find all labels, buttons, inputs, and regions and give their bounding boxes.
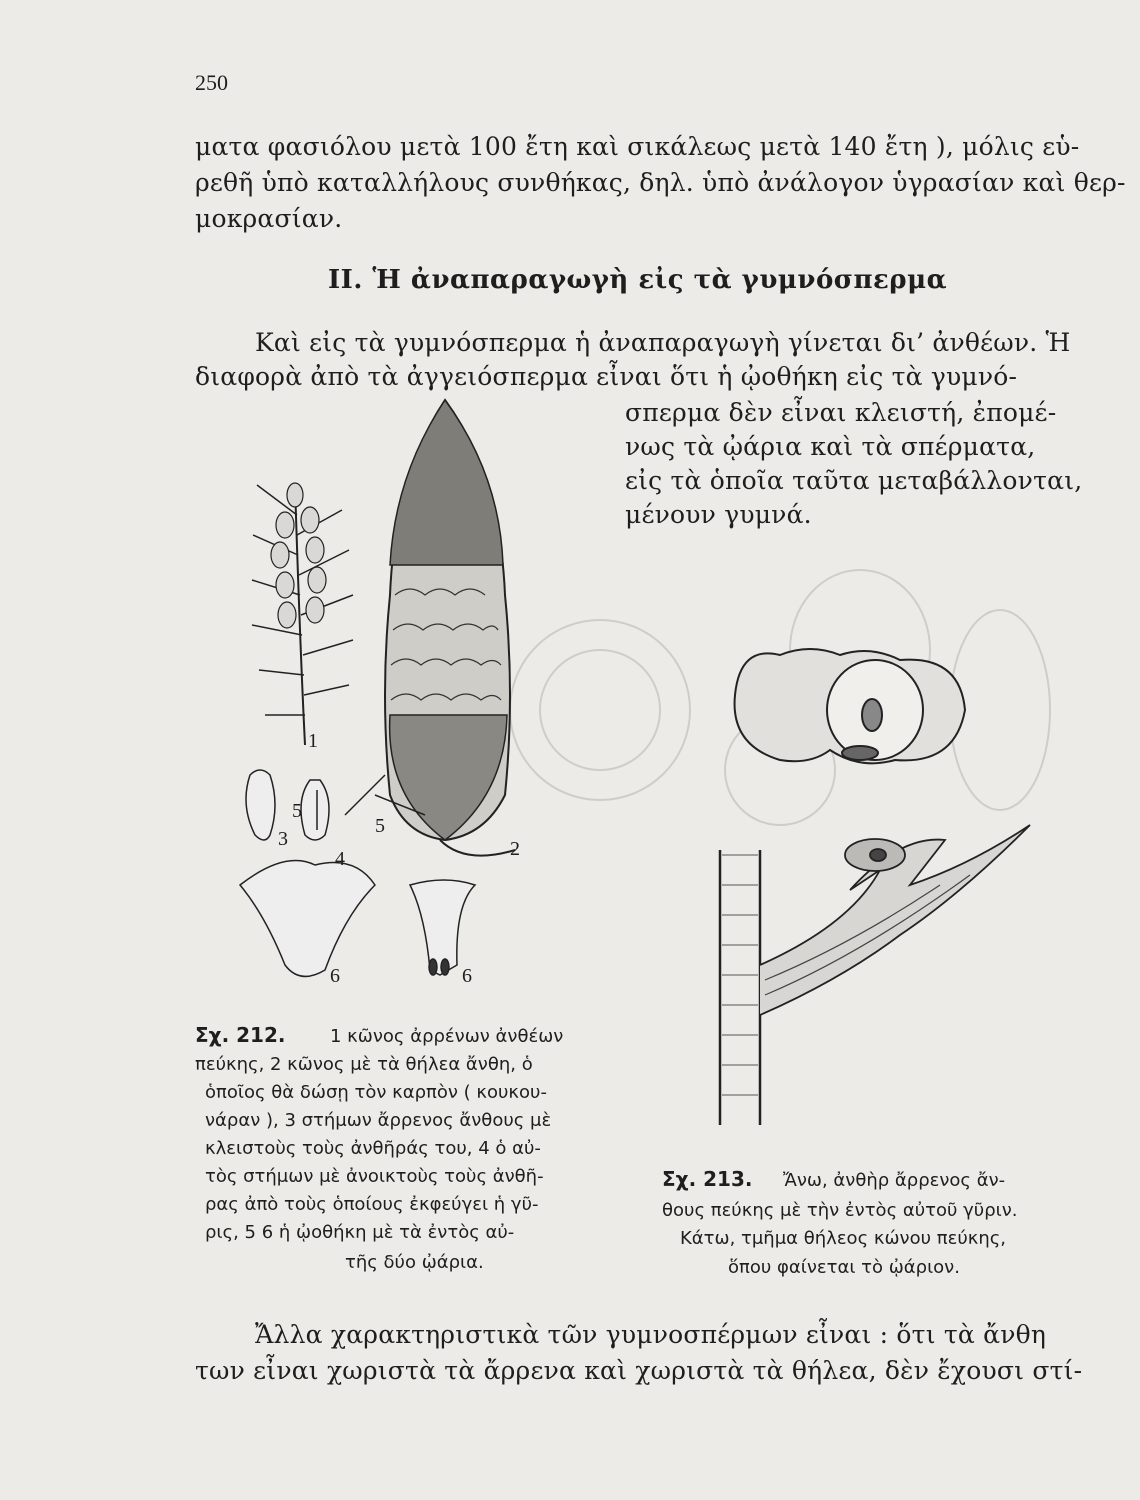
paragraph-line-5: εἰς τὰ ὁποῖα ταῦτα μεταβάλλονται, (625, 466, 1083, 495)
cone-section-drawing (720, 825, 1030, 1125)
figure-212-label-6b: 6 (462, 965, 472, 987)
figure-213-caption-line: Κάτω, τμῆμα θήλεος κώνου πεύκης, (680, 1228, 1007, 1249)
figure-212-caption-line: νάραν ), 3 στήμων ἄρρενος ἄνθους μὲ (205, 1110, 552, 1131)
figure-212-label-4: 4 (335, 848, 345, 870)
figure-212-caption-line: τῆς δύο ᾠάρια. (345, 1252, 484, 1273)
paragraph-line-2: διαφορὰ ἀπὸ τὰ ἀγγειόσπερμα εἶναι ὅτι ἡ ᾠοθήκη εἰς τὰ γυμνό- (195, 362, 1018, 391)
page-number: 250 (195, 70, 228, 95)
figure-212-caption-line: τὸς στήμων μὲ ἀνοικτοὺς τοὺς ἀνθῆ- (205, 1166, 544, 1187)
figure-212-label-3: 3 (278, 828, 288, 850)
paragraph-line-1: Καὶ εἰς τὰ γυμνόσπερμα ἡ ἀναπαραγωγὴ γίνεται δι’ ἀνθέων. Ἡ (255, 328, 1071, 357)
figure-213-caption-line: θους πεύκης μὲ τὴν ἐντὸς αὐτοῦ γῦριν. (662, 1200, 1018, 1221)
figure-212-label-5b: 5 (375, 815, 385, 837)
female-pine-cone (345, 400, 515, 856)
paragraph-line-6: μένουν γυμνά. (625, 500, 812, 529)
figure-212-caption-number: Σχ. 212. (195, 1023, 286, 1047)
figure-213-caption-line: ὅπου φαίνεται τὸ ᾠάριον. (728, 1257, 960, 1278)
figure-212-illustration (225, 395, 625, 995)
pollen-grain-drawing (735, 649, 965, 763)
male-pine-shoot (252, 483, 353, 745)
figure-212-caption-line: ρας ἀπὸ τοὺς ὁποίους ἐκφεύγει ἡ γῦ- (205, 1194, 539, 1215)
closing-line-2: των εἶναι χωριστὰ τὰ ἄρρενα καὶ χωριστὰ τὰ θήλεα, δὲν ἔχουσι στί- (195, 1356, 1083, 1385)
intro-line-2: ρεθῆ ὑπὸ καταλλήλους συνθήκας, δηλ. ὑπὸ ἀνάλογον ὑγρασίαν καὶ θερ- (195, 168, 1126, 197)
figure-212-caption-line: πεύκης, 2 κῶνος μὲ τὰ θήλεα ἄνθη, ὁ (195, 1054, 533, 1075)
intro-line-1: ματα φασιόλου μετὰ 100 ἔτη καὶ σικάλεως μετὰ 140 ἔτη ), μόλις εὑ- (195, 132, 1080, 161)
figure-213-caption-number: Σχ. 213. (662, 1167, 753, 1191)
figure-212-label-1: 1 (308, 730, 318, 752)
figure-212-label-2: 2 (510, 838, 520, 860)
figure-212-caption-line: κλειστοὺς τοὺς ἀνθῆράς του, 4 ὁ αὐ- (205, 1138, 541, 1159)
intro-line-3: μοκρασίαν. (195, 204, 343, 233)
paragraph-line-4: νως τὰ ᾠάρια καὶ τὰ σπέρματα, (625, 432, 1036, 461)
closing-line-1: Ἄλλα χαρακτηριστικὰ τῶν γυμνοσπέρμων εἶναι : ὅτι τὰ ἄνθη (255, 1320, 1047, 1349)
figure-213-illustration (700, 635, 1060, 1135)
section-heading: II. Ἡ ἀναπαραγωγὴ εἰς τὰ γυμνόσπερμα (328, 265, 948, 295)
figure-212-caption-line: ρις, 5 6 ἡ ᾠοθήκη μὲ τὰ ἐντὸς αὐ- (205, 1222, 515, 1243)
ovary-drawings (240, 861, 475, 977)
figure-212-label-5a: 5 (292, 800, 302, 822)
figure-212-caption-line: 1 κῶνος ἀρρένων ἀνθέων (330, 1026, 564, 1047)
figure-213-caption-line: Ἄνω, ἀνθὴρ ἄρρενος ἄν- (783, 1170, 1006, 1191)
figure-212-label-6a: 6 (330, 965, 340, 987)
figure-212-caption-line: ὁποῖος θὰ δώσῃ τὸν καρπὸν ( κουκου- (205, 1082, 547, 1103)
paragraph-line-3: σπερμα δὲν εἶναι κλειστή, ἐπομέ- (625, 398, 1057, 427)
